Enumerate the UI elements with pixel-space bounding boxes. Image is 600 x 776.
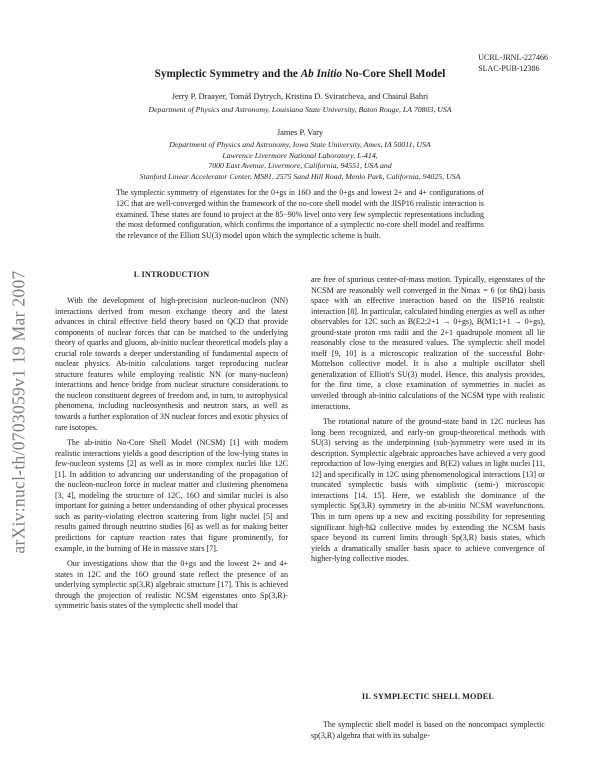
column-right-continued (311, 720, 545, 741)
paragraph: With the development of high-precision nucleon-nucleon (NN) interactions derived from meson exchange theory and the latest advances in chiral effective field theory based on QCD that provide components of nuclear forces that can be matched to the underlying theory of quarks and gluons, ab-initio nuclear theoretical models play a crucial role towards a deeper understanding of fundamental aspects of nuclear physics. Ab-initio calculations target reproducing nuclear structure features while employing realistic NN (or many-nucleon) interactions and hence bridge from nuclear structure considerations to the nucleon constituent degrees of freedom and, in turn, to astrophysical phenomena, including nucleosynthesis and neutron stars, as well as towards a further exploration of 3N nuclear forces and exotic physics of rare isotopes. (55, 296, 288, 432)
paragraph: Our investigations show that the 0+gs and the lowest 2+ and 4+ states in 12C and the 16O ground state reflect the presence of an underlying symplectic sp(3,R) algebraic structure [17]. This is achieved through the projection of realistic NCSM eigenstates onto Sp(3,R)-symmetric basis states of the symplectic shell model that (55, 559, 288, 611)
column-right (311, 275, 545, 565)
affiliation-group-2 (60, 140, 540, 182)
section-heading-introduction: I. INTRODUCTION (133, 270, 210, 279)
paper-title: Symplectic Symmetry and the Ab Initio No-Core Shell Model (154, 68, 446, 80)
section-heading-symplectic-shell-model: II. SYMPLECTIC SHELL MODEL (361, 692, 495, 701)
paragraph: The rotational nature of the ground-state band in 12C nucleus has long been recognized, and early-on group-theoretical methods with SU(3) serving as the underpinning (sub-)symmetry were used in its description. Symplectic algebraic approaches have achieved a very good reproduction of low-lying energies and B(E2) values in light nuclei [11, 12] and specifically in 12C using phenomenological interactions [13] or truncated symplectic basis with simplistic (semi-) microscopic interactions [14, 15]. Here, we establish the dominance of the symplectic Sp(3,R) symmetry in the ab-initio NCSM wavefunctions. This in turn opens up a new and exciting possibility for representing significant high-ħΩ collective modes by extending the NCSM basis space beyond its current limits through Sp(3,R) basis states, which yields a dramatically smaller basis space to achieve convergence of higher-lying collective modes. (311, 417, 545, 564)
affiliation-line: Department of Physics and Astronomy, Iowa State University, Ames, IA 50011, USA (169, 140, 431, 149)
affiliation-line: Lawrence Livermore National Laboratory, L-414, (222, 150, 378, 160)
report-number: SLAC-PUB-12386 (478, 63, 540, 73)
affiliation-line: Stanford Linear Accelerator Center, MS81, 2575 Sand Hill Road, Menlo Park, California, 94025, USA (139, 171, 461, 181)
paragraph: The symplectic shell model is based on the noncompact symplectic sp(3,R) algebra that with its subalge- (311, 720, 545, 740)
arxiv-margin (0, 0, 38, 776)
authors-group-1: Jerry P. Draayer, Tomáš Dytrych, Kristina D. Sviratcheva, and Chairul Bahri (171, 92, 429, 101)
paragraph: are free of spurious center-of-mass motion. Typically, eigenstates of the NCSM are reasonably well converged in the Nmax = 6 (or 6ħΩ) basis space with an effective interaction based on the JISP16 realistic interaction [8]. In particular, calculated binding energies as well as other observables for 12C such as B(E2;2+1 → 0+gs), B(M1;1+1 → 0+gs), ground-state proton rms radii and the 2+1 quadrupole moment all lie reasonably close to the measured values. The symplectic shell model itself [9, 10] is a microscopic realization of the successful Bohr-Mottelson collective model. It is also a multiple oscillator shell generalization of Elliott's SU(3) model. Hence, this analysis provides, for the first time, a close examination of symmetries in nuclei as unveiled through ab-initio calculations of the NCSM type with realistic interactions. (311, 275, 545, 411)
authors-group-2: James P. Vary (276, 128, 324, 137)
report-number: UCRL-JRNL-227466 (478, 53, 548, 62)
column-left (55, 296, 288, 612)
affiliation-group-1: Department of Physics and Astronomy, Louisiana State University, Baton Rouge, LA 70803, USA (148, 105, 452, 114)
arxiv-stamp[interactable]: arXiv:nucl-th/0703059v1 19 Mar 2007 (8, 270, 29, 554)
affiliation-line: 7000 East Avenue, Livermore, California, 94551, USA and (208, 161, 392, 171)
paragraph: The ab-initio No-Core Shell Model (NCSM) [1] with modern realistic interactions yields a good description of the low-lying states in few-nucleon systems [2] as well as in more complex nuclei like 12C [1]. In addition to advancing our understanding of the propagation of the nucleon-nucleon force in nuclear matter and clustering phenomena [3, 4], modeling the structure of 12C, 16O and similar nuclei is also important for gaining a better understanding of other physical processes such as parity-violating electron scattering from light nuclei [5] and results gained through neutrino studies [6] as well as for making better predictions for capture reaction rates that figure prominently, for example, in the burning of He in massive stars [7]. (55, 438, 288, 553)
abstract: The symplectic symmetry of eigenstates for the 0+gs in 16O and the 0+gs and lowest 2+ and 4+ configurations of 12C that are well-converged within the framework of the no-core shell model with the JISP16 realistic interaction is examined. These states are found to project at the 85−90% level onto very few symplectic representations including the most deformed configuration, which confirms the importance of a symplectic no-core shell model and reaffirms the relevance of the Elliott SU(3) model upon which the symplectic scheme is built. (116, 188, 484, 241)
